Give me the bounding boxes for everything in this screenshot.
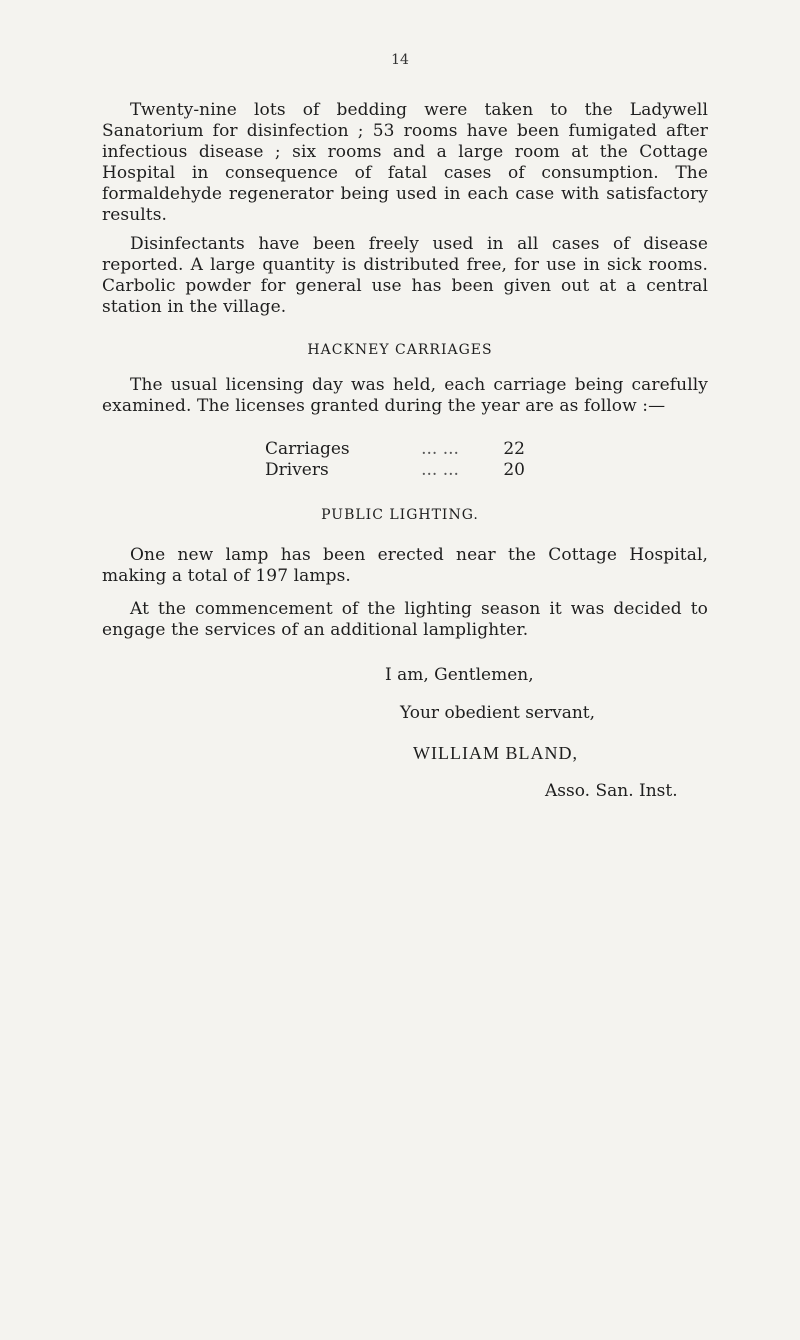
licence-table — [265, 439, 525, 481]
paragraph-text: Disinfectants have been freely used in all cases of disease reported. A large quantity is distributed free, for use in sick rooms. Carbolic powder for general use has been given out at a central station in the village. — [102, 234, 708, 317]
leader-dots: ... ... — [421, 460, 459, 480]
licence-count: 20 — [503, 460, 525, 480]
closing-valediction: Your obedient servant, — [400, 703, 596, 723]
licence-row-drivers — [265, 460, 525, 481]
paragraph-text: The usual licensing day was held, each carriage being carefully examined. The licenses granted during the year are as follow :— — [102, 375, 708, 416]
licence-count: 22 — [503, 439, 525, 459]
paragraph-disinfectants — [102, 234, 708, 318]
page-number: 14 — [391, 52, 409, 68]
closing-salutation: I am, Gentlemen, — [385, 665, 534, 685]
heading-hackney-carriages: HACKNEY CARRIAGES — [307, 342, 493, 358]
licence-row-carriages — [265, 439, 525, 460]
paragraph-disinfection — [102, 100, 708, 226]
signature-name: WILLIAM BLAND, — [413, 743, 578, 763]
paragraph-licensing — [102, 375, 708, 417]
paragraph-new-lamp — [102, 545, 708, 587]
licence-label: Drivers — [265, 460, 329, 480]
licence-label: Carriages — [265, 439, 350, 459]
paragraph-text: One new lamp has been erected near the Cottage Hospital, making a total of 197 lamps. — [102, 545, 708, 586]
paragraph-text: Twenty-nine lots of bedding were taken to the Ladywell Sanatorium for disinfection ; 53 rooms have been fumigated after infectious disease ; six rooms and a large room at the Cottage Hospital in consequence of fatal cases of consumption. The formaldehyde regenerator being used in each case with satisfactory results. — [102, 100, 708, 225]
leader-dots: ... ... — [421, 439, 459, 459]
heading-public-lighting: PUBLIC LIGHTING. — [321, 507, 479, 523]
paragraph-lamplighter — [102, 599, 708, 641]
paragraph-text: At the commencement of the lighting season it was decided to engage the services of an additional lamplighter. — [102, 599, 708, 640]
signature-credentials: Asso. San. Inst. — [545, 781, 678, 801]
